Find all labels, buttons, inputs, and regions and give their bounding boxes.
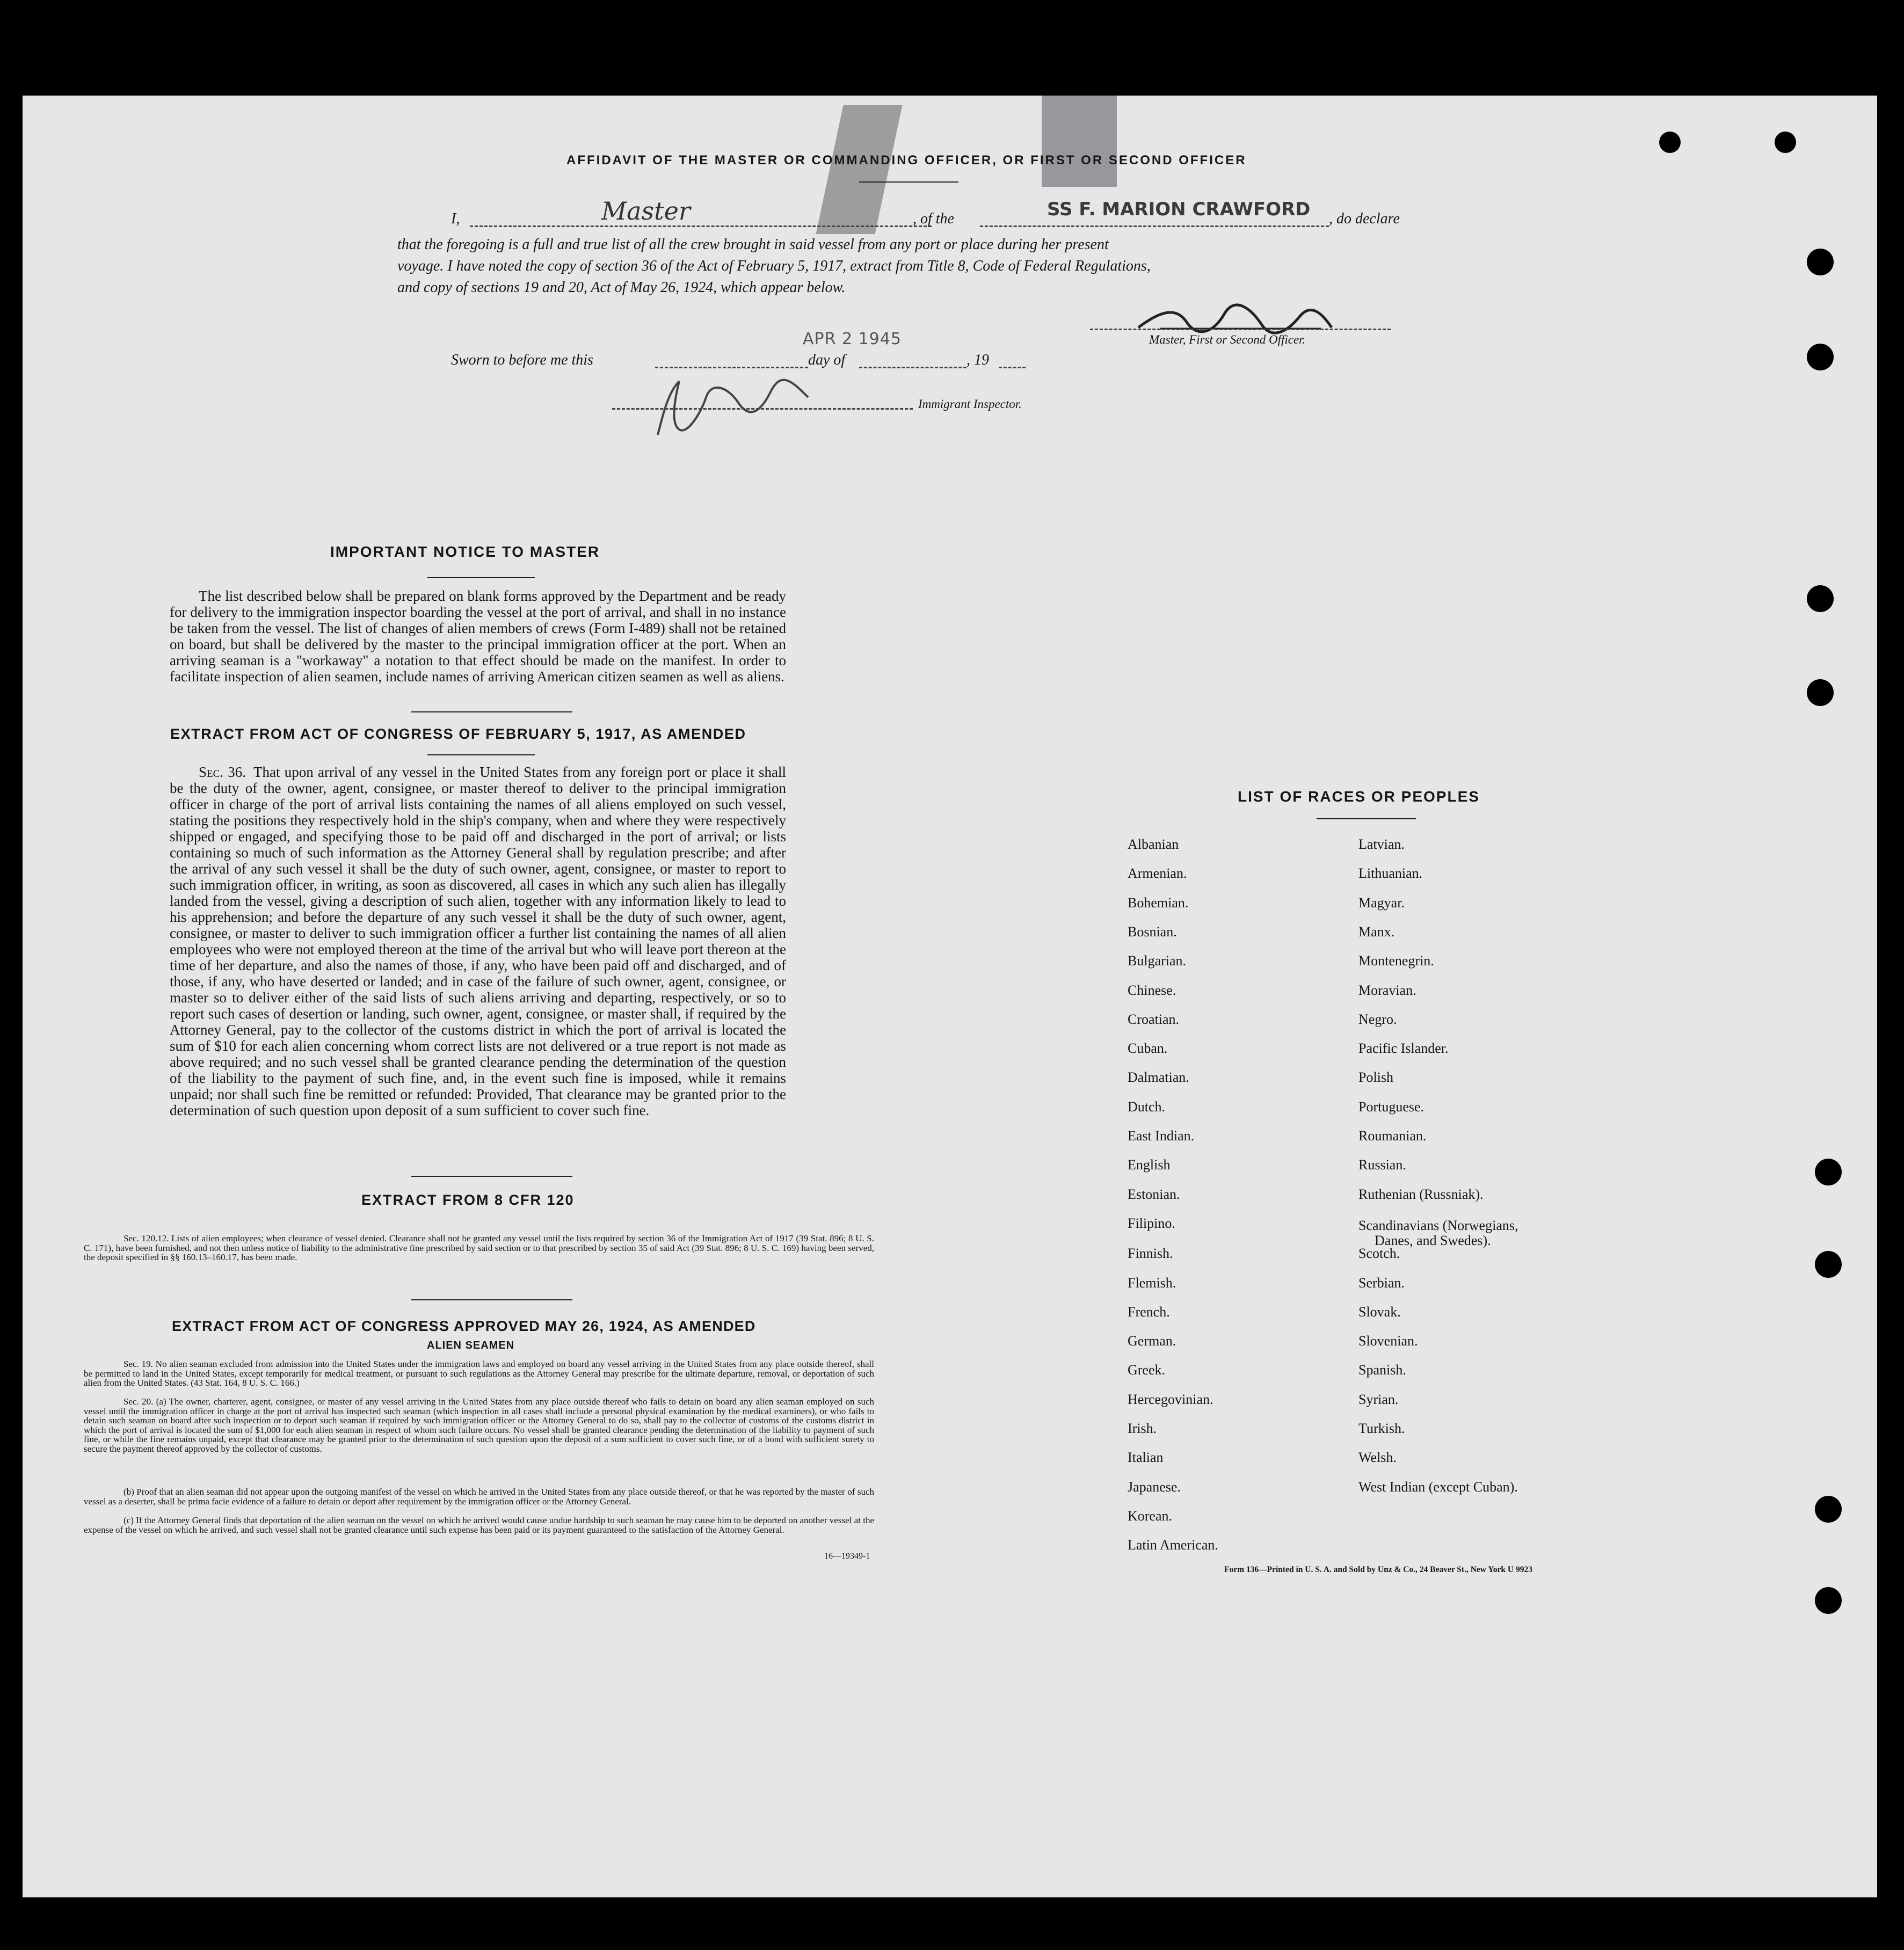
- inspector-signature: [647, 370, 830, 440]
- race-item: Korean.: [1128, 1508, 1173, 1524]
- sworn-label: Sworn to before me this: [451, 352, 593, 368]
- race-item: Syrian.: [1358, 1391, 1399, 1407]
- signature-line: [1090, 329, 1391, 330]
- race-item: Polish: [1358, 1069, 1394, 1086]
- extract-1924-sec20b: (b) Proof that an alien seaman did not appear upon the outgoing manifest of the vessel on which he arrived in the United States from any place outside thereof, or that he was reported by the master of such vessel as a deserter, shall be prima facie evidence of a failure to detain or deport after requirement by the immigration officer or the Attorney General.: [84, 1487, 874, 1507]
- race-item: Bosnian.: [1128, 923, 1177, 940]
- race-item: Chinese.: [1128, 982, 1176, 998]
- day-of-label: day of: [808, 352, 846, 368]
- affidavit-title-rule: [859, 181, 958, 183]
- notice-end-rule: [411, 711, 572, 712]
- punch-hole: [1815, 1496, 1842, 1523]
- race-item: Pacific Islander.: [1358, 1041, 1449, 1057]
- race-item: Hercegovinian.: [1128, 1391, 1213, 1407]
- race-item: Magyar.: [1358, 894, 1405, 911]
- declaration-line-4: and copy of sections 19 and 20, Act of May 26, 1924, which appear below.: [397, 279, 846, 296]
- race-item: Italian: [1128, 1450, 1164, 1466]
- declaration-line-3: voyage. I have noted the copy of section 36 of the Act of February 5, 1917, extract from Title 8, Code of Federal Regulations,: [397, 258, 1151, 274]
- sworn-year-field: [999, 367, 1026, 368]
- race-item: Japanese.: [1128, 1479, 1181, 1495]
- declaration-line-1: [451, 197, 1418, 232]
- punch-hole: [1815, 1159, 1842, 1185]
- race-item: Negro.: [1358, 1011, 1397, 1027]
- extract-1917-body: [170, 764, 786, 1118]
- race-item: French.: [1128, 1304, 1170, 1320]
- extract-1917-heading: EXTRACT FROM ACT OF CONGRESS OF FEBRUARY 5, 1917, AS AMENDED: [170, 726, 746, 742]
- extract-1917-rule: [427, 754, 535, 755]
- race-item: Flemish.: [1128, 1275, 1176, 1291]
- sworn-line: [451, 352, 1149, 373]
- vessel-field: [980, 225, 1329, 227]
- sworn-month-field: [859, 367, 966, 368]
- race-item: Turkish.: [1358, 1421, 1405, 1436]
- extract-cfr-heading: EXTRACT FROM 8 CFR 120: [361, 1192, 575, 1208]
- race-item: Danes, and Swedes).: [1375, 1232, 1491, 1248]
- declaration-line-2: that the foregoing is a full and true list of all the crew brought in said vessel from any port or place during her present: [397, 236, 1109, 253]
- notice-body: The list described below shall be prepared on blank forms approved by the Department and be ready for delivery to the immigration inspector boarding the vessel at the port of arrival, and shall in no instance be taken from the vessel. The list of changes of alien members of crews (Form I-489) shall not be retained on board, but shall be delivered by the master to the principal immigration officer at the port. When an arriving seaman is a "workaway" a notation to that effect should be made on the manifest. In order to facilitate inspection of alien seamen, include names of arriving American citizen seamen as well as aliens.: [170, 588, 786, 685]
- punch-hole: [1807, 585, 1834, 612]
- extract-1924-subheading: ALIEN SEAMEN: [427, 1340, 515, 1351]
- race-item: Montenegrin.: [1358, 953, 1434, 969]
- inspector-caption: Immigrant Inspector.: [918, 397, 1022, 411]
- race-item: Latin American.: [1128, 1537, 1218, 1553]
- print-code: 16—19349-1: [824, 1552, 870, 1561]
- extract-1924-sec20c: (c) If the Attorney General finds that deportation of the alien seaman on the vessel on which he arrived would cause undue hardship to such seaman he may cause him to be deported on another vessel at the expense of the vessel on which he arrived, and such vessel shall not be granted clearance until such expense has been paid or its payment guaranteed to the satisfaction of the Attorney General.: [84, 1515, 874, 1535]
- race-item: Slovak.: [1358, 1304, 1401, 1320]
- tape-mark-right: [1042, 96, 1117, 187]
- extract-1924-sec19: Sec. 19. No alien seaman excluded from admission into the United States under the immigration laws and employed on board any vessel arriving in the United States from any place outside thereof, shall be permitted to land in the United States, except temporarily for medical treatment, or pursuant to such regulations as the Attorney General may prescribe for the ultimate departure, removal, or deportation of such alien from the United States. (43 Stat. 164, 8 U. S. C. 166.): [84, 1359, 874, 1388]
- extract-cfr-body: Sec. 120.12. Lists of alien employees; when clearance of vessel denied. Clearance shall not be granted any vessel until the lists required by section 36 of the Immigration Act of 1917 (39 Stat. 896; 8 U. S. C. 171), have been furnished, and not then unless notice of liability to the administrative fine prescribed by said section or to that prescribed by section 35 of said Act (39 Stat. 896; 8 U. S. C. 169) having been served, the deposit specified in §§ 160.13–160.17, has been made.: [84, 1233, 874, 1262]
- race-item: Latvian.: [1358, 836, 1405, 852]
- race-item: West Indian (except Cuban).: [1358, 1479, 1518, 1495]
- extract-1924-heading: EXTRACT FROM ACT OF CONGRESS APPROVED MAY 26, 1924, AS AMENDED: [172, 1318, 756, 1334]
- form-footer: Form 136—Printed in U. S. A. and Sold by Unz & Co., 24 Beaver St., New York U 9923: [1224, 1565, 1532, 1574]
- race-item: Filipino.: [1128, 1215, 1175, 1231]
- punch-hole: [1807, 249, 1834, 275]
- race-item: Ruthenian (Russniak).: [1358, 1186, 1484, 1202]
- of-the-label: , of the: [913, 210, 954, 227]
- race-item: Moravian.: [1358, 982, 1416, 998]
- race-item: Spanish.: [1358, 1362, 1406, 1378]
- race-item: Lithuanian.: [1358, 865, 1423, 882]
- race-item: Irish.: [1128, 1421, 1157, 1436]
- race-item: Serbian.: [1358, 1275, 1405, 1291]
- extract-cfr-end-rule: [411, 1299, 572, 1300]
- race-item: Croatian.: [1128, 1011, 1180, 1027]
- notice-heading: IMPORTANT NOTICE TO MASTER: [330, 543, 600, 560]
- punch-hole: [1807, 344, 1834, 370]
- race-item: Greek.: [1128, 1362, 1166, 1378]
- race-item: Finnish.: [1128, 1246, 1173, 1262]
- sec-36-text: That upon arrival of any vessel in the United States from any foreign port or place it shall be the duty of the owner, agent, consignee, or master thereof to deliver to the principal immigration officer in charge of the port of arrival lists containing the names of all aliens employed on such vessel, stating the positions they respectively hold in the ship's company, when and where they were respectively shipped or engaged, and specifying those to be paid off and discharged in the port of arrival; or lists containing so much of such information as the Attorney General shall by regulation prescribe; and after the arrival of any such vessel it shall be the duty of such owner, agent, consignee, or master to report to such immigration officer, in writing, as soon as discovered, all cases in which any such alien has illegally landed from the vessel, giving a description of such alien, together with any information likely to lead to his apprehension; and before the departure of any such vessel it shall be the duty of such owner, agent, consignee, or master to deliver to such immigration officer a further list containing the names of all alien employees who were not employed thereon at the time of the arrival but who will leave port thereon at the time of her departure, and also the names of those, if any, who have been paid off and discharged, and of those, if any, who have deserted or landed; and in case of the failure of such owner, agent, consignee, or master so to deliver either of the said lists of such aliens arriving and departing, respectively, or so to report such cases of desertion or landing, such owner, agent, consignee, or master shall, if required by the Attorney General, pay to the collector of the customs district in which the port of arrival is located the sum of $10 for each alien concerning whom correct lists are not delivered or a true report is not made as above required; and no such vessel shall be granted clearance pending the determination of the question of the liability to the payment of such fine, and, in the event such fine is imposed, while it remains unpaid; nor shall such fine be remitted or refunded: Provided, That clearance may be granted prior to the determination of such question upon deposit of a sum sufficient to cover such fine.: [170, 764, 786, 1118]
- notice-heading-rule: [427, 577, 535, 578]
- signature-caption: Master, First or Second Officer.: [1149, 333, 1306, 346]
- sec-36-label: Sec. 36.: [199, 764, 246, 780]
- punch-hole: [1775, 132, 1796, 153]
- race-item: Albanian: [1128, 836, 1179, 852]
- year-prefix: , 19: [966, 352, 989, 368]
- races-heading-rule: [1317, 818, 1416, 819]
- punch-hole: [1659, 132, 1681, 153]
- race-item: Bohemian.: [1128, 894, 1189, 911]
- extract-1917-end-rule: [411, 1176, 572, 1177]
- affidavit-title: AFFIDAVIT OF THE MASTER OR COMMANDING OFFICER, OR FIRST OR SECOND OFFICER: [566, 153, 1247, 168]
- race-item: English: [1128, 1157, 1171, 1173]
- rank-field: [470, 225, 932, 227]
- race-item: Bulgarian.: [1128, 953, 1187, 969]
- race-item: Estonian.: [1128, 1186, 1180, 1202]
- race-item: Welsh.: [1358, 1450, 1397, 1466]
- sworn-day-field: [655, 367, 808, 368]
- race-item: Roumanian.: [1358, 1128, 1427, 1144]
- do-declare-label: , do declare: [1329, 210, 1400, 227]
- rank-handwritten: Master: [601, 197, 691, 225]
- race-item: German.: [1128, 1333, 1176, 1349]
- race-item: Dalmatian.: [1128, 1069, 1189, 1086]
- race-item: Slovenian.: [1358, 1333, 1418, 1349]
- date-stamp: APR 2 1945: [803, 330, 902, 348]
- races-heading: LIST OF RACES OR PEOPLES: [1238, 788, 1480, 805]
- race-item: Dutch.: [1128, 1098, 1166, 1115]
- race-item: East Indian.: [1128, 1128, 1195, 1144]
- i-label: I,: [451, 210, 460, 227]
- race-item: Armenian.: [1128, 865, 1187, 882]
- race-item: Scandinavians (Norwegians,: [1358, 1217, 1518, 1233]
- race-item: Scotch.: [1358, 1246, 1400, 1262]
- punch-hole: [1815, 1251, 1842, 1278]
- race-item: Portuguese.: [1358, 1098, 1425, 1115]
- punch-hole: [1815, 1587, 1842, 1614]
- extract-1924-sec20a: Sec. 20. (a) The owner, charterer, agent, consignee, or master of any vessel arriving in the United States from any place outside thereof who fails to detain on board any alien seaman employed on such vessel until the immigration officer in charge at the port of arrival has inspected such seaman (which inspection in all cases shall include a personal physical examination by the medical examiners), or who fails to detain such seaman on board after such inspection or to deport such seaman if required by such immigration officer or the Attorney General to do so, shall pay to the collector of customs of the customs district in which the port of arrival is located the sum of $1,000 for each alien seaman in respect of whom such failure occurs. No vessel shall be granted clearance pending the determination of the liability to payment of such fine, or while the fine remains unpaid, except that clearance may be granted prior to the determination of such question upon the deposit of a sum sufficient to cover such fine, or of a bond with sufficient surety to secure the payment thereof approved by the collector of customs.: [84, 1396, 874, 1454]
- race-item: Manx.: [1358, 923, 1395, 940]
- race-item: Russian.: [1358, 1157, 1406, 1173]
- inspector-line: [612, 408, 913, 410]
- punch-hole: [1807, 679, 1834, 706]
- race-item: Cuban.: [1128, 1041, 1168, 1057]
- vessel-name-stamp: SS F. MARION CRAWFORD: [1047, 199, 1311, 220]
